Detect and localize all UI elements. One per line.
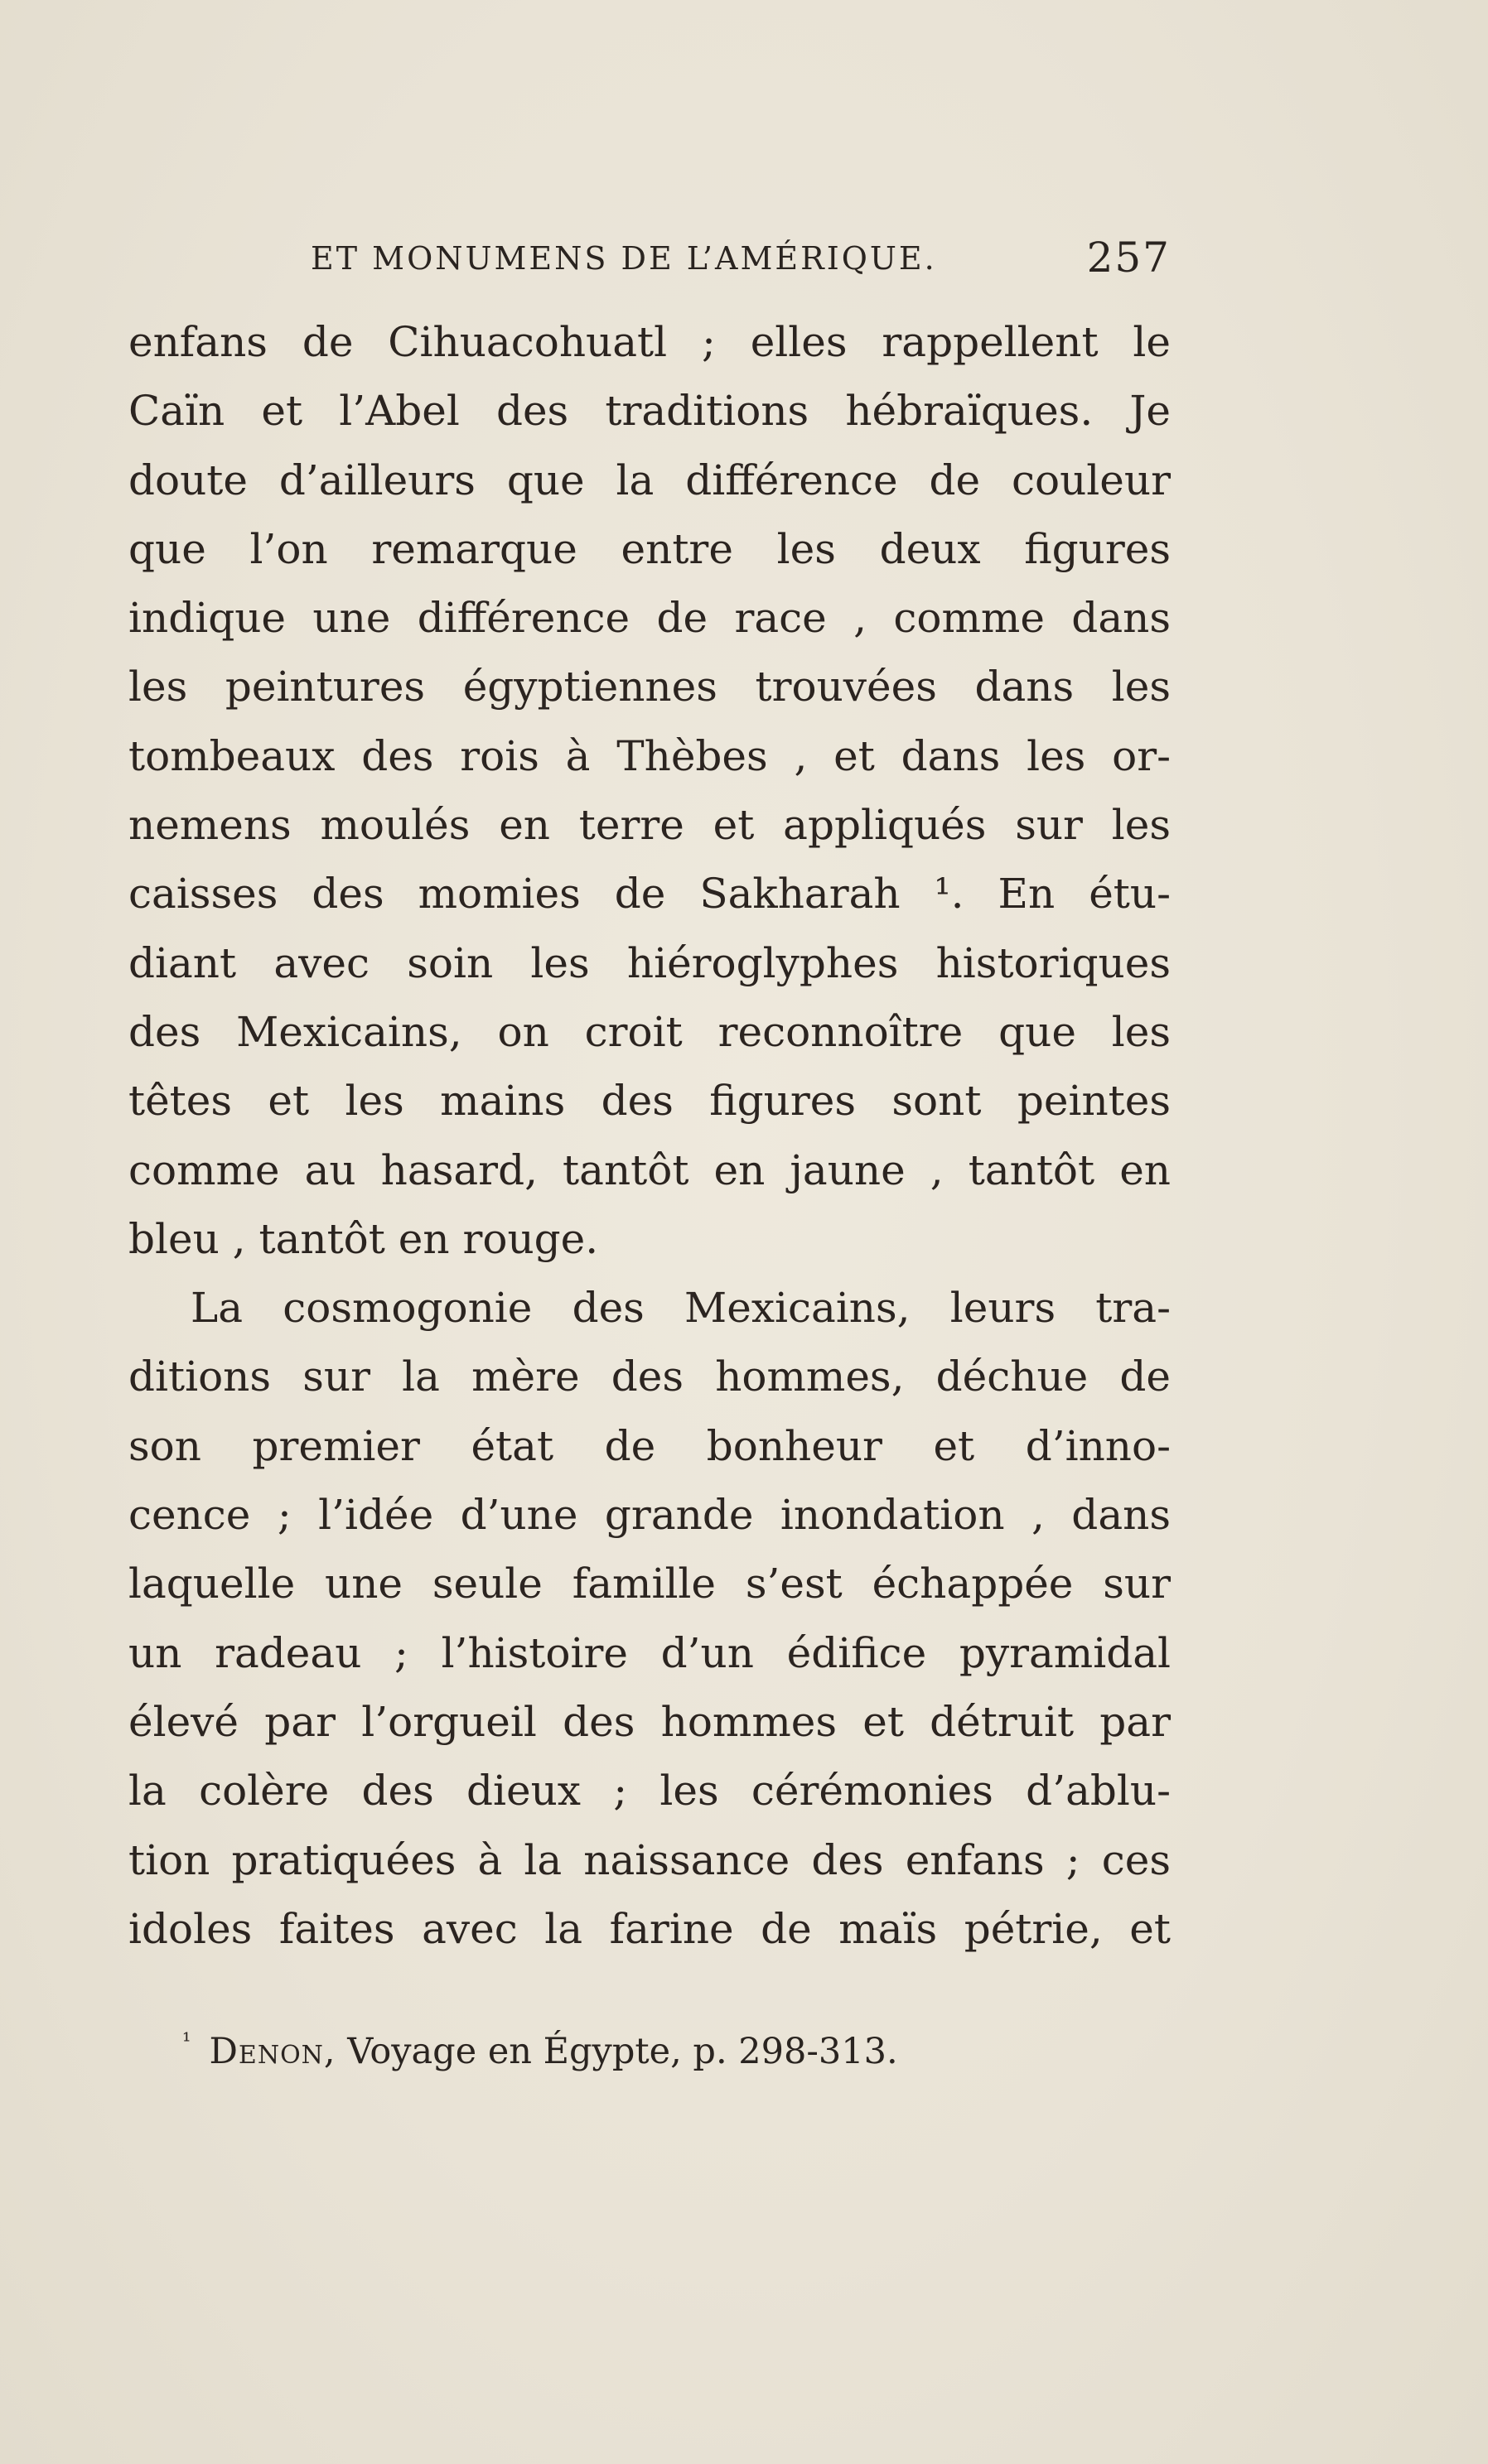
text-line: caisses des momies de Sakharah ¹. En étu- — [128, 870, 1171, 919]
text-line: ditions sur la mère des hommes, déchue de — [128, 1353, 1171, 1401]
text-line: les peintures égyptiennes trouvées dans les — [128, 663, 1171, 711]
footnote-author: Denon, — [209, 2031, 336, 2072]
text-line: doute d’ailleurs que la différence de couleur — [128, 456, 1171, 504]
body-text — [128, 308, 1171, 1964]
text-line: un radeau ; l’histoire d’un édifice pyramidal — [128, 1628, 1171, 1677]
text-line: que l’on remarque entre les deux figures — [128, 524, 1171, 573]
text-line: têtes et les mains des figures sont peintes — [128, 1077, 1171, 1126]
page-header — [269, 234, 1171, 292]
text-line: tion pratiquées à la naissance des enfans ; ces — [128, 1835, 1171, 1884]
text-line: idoles faites avec la farine de maïs pétrie, et — [128, 1904, 1171, 1953]
text-line: bleu , tantôt en rouge. — [128, 1214, 599, 1263]
text-line: indique une différence de race , comme dans — [128, 594, 1171, 643]
text-line: diant avec soin les hiéroglyphes historiques — [128, 938, 1171, 987]
text-line: cence ; l’idée d’une grande inondation , dans — [128, 1491, 1171, 1540]
running-head: ET MONUMENS DE L’AMÉRIQUE. — [311, 240, 937, 277]
text-line: la colère des dieux ; les cérémonies d’ablu- — [128, 1767, 1171, 1815]
footnote-text: Voyage en Égypte, p. 298-313. — [347, 2031, 898, 2072]
paragraph-start-line: La cosmogonie des Mexicains, leurs tra- — [191, 1284, 1171, 1333]
text-line: élevé par l’orgueil des hommes et détruit par — [128, 1697, 1171, 1746]
footnote — [182, 2029, 898, 2072]
footnote-marker: ¹ — [182, 2029, 191, 2054]
text-line: laquelle une seule famille s’est échappée sur — [128, 1560, 1171, 1608]
text-line: Caïn et l’Abel des traditions hébraïques. Je — [128, 387, 1171, 436]
text-line: tombeaux des rois à Thèbes , et dans les or- — [128, 731, 1171, 780]
text-line: nemens moulés en terre et appliqués sur les — [128, 801, 1171, 850]
text-line: comme au hasard, tantôt en jaune , tantôt en — [128, 1145, 1171, 1194]
page-number: 257 — [1086, 234, 1171, 282]
text-line: son premier état de bonheur et d’inno- — [128, 1421, 1171, 1470]
text-line: des Mexicains, on croit reconnoître que les — [128, 1007, 1171, 1056]
text-line: enfans de Cihuacohuatl ; elles rappellent le — [128, 318, 1171, 366]
